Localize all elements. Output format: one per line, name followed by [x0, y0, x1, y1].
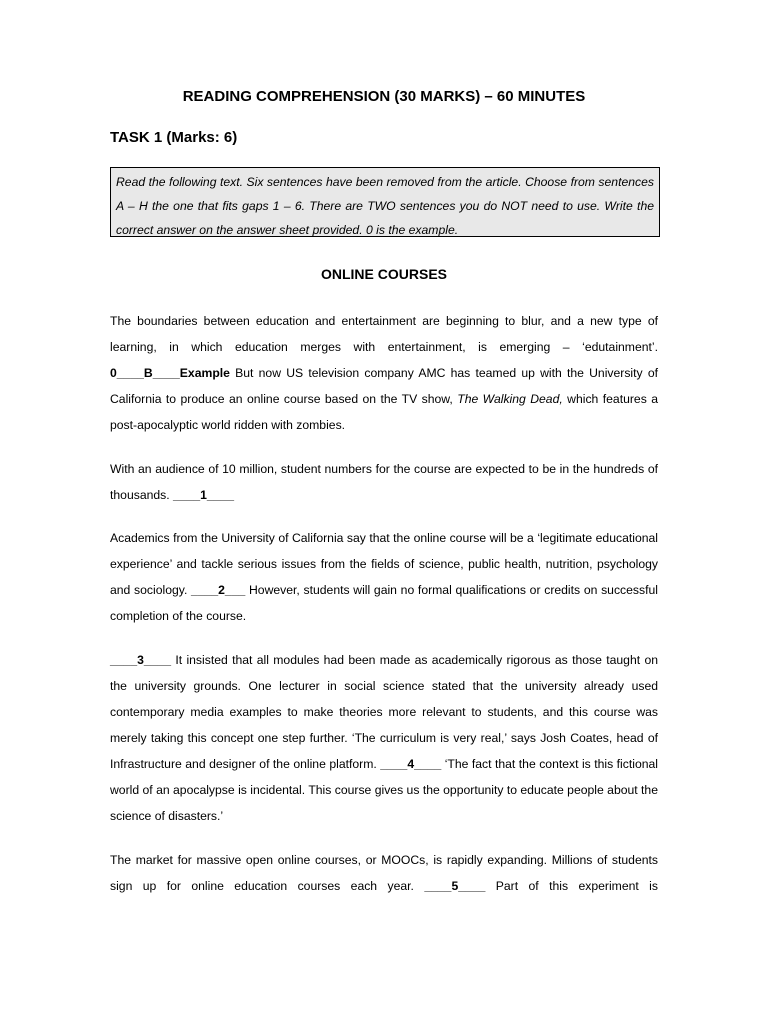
paragraph-text: It insisted that all modules had been made as academically rigorous as those taught on the university grounds. One lecturer in social science stated that the university already used contemporary media examples to make theories more relevant to students, and this course was merely taking this concept one step further. ‘The curriculum is very real,’ says Josh Coates, head of Infrastructure and designer of the online platform. — [110, 653, 658, 771]
paragraph-5 — [110, 847, 658, 899]
paragraph-text: However, students will gain no formal qualifications or credits on successful completion of the course. — [110, 583, 658, 623]
task-heading: TASK 1 (Marks: 6) — [110, 129, 238, 146]
paragraph-text: The market for massive open online courses, or MOOCs, is rapidly expanding. Millions of students sign up for online education courses each year. — [110, 853, 658, 893]
paragraph-text: The boundaries between education and entertainment are beginning to blur, and a new type of learning, in which education merges with entertainment, is emerging – ‘edutainment’. — [110, 314, 658, 354]
page-title: READING COMPREHENSION (30 MARKS) – 60 MINUTES — [182, 88, 586, 105]
paragraph-text: But now US television company AMC has teamed up with the University of California to produce an online course based on the TV show, — [110, 366, 658, 406]
paragraph-text: which features a post-apocalyptic world ridden with zombies. — [110, 392, 658, 432]
gap-5: ____5____ — [424, 879, 486, 893]
paragraph-3 — [110, 525, 658, 629]
paragraph-text: With an audience of 10 million, student numbers for the course are expected to be in the hundreds of thousands. — [110, 462, 658, 502]
paragraph-4 — [110, 647, 658, 829]
article-title: ONLINE COURSES — [320, 266, 447, 282]
instructions-box: Read the following text. Six sentences have been removed from the article. Choose from sentences A – H the one that fits gaps 1 – 6. There are TWO sentences you do NOT need to use. Write the correct answer on the answer sheet provided. 0 is the example. — [110, 167, 660, 237]
gap-1: ____1____ — [173, 488, 235, 502]
paragraph-text: ‘The fact that the context is this fictional world of an apocalypse is incidental. This course gives us the opportunity to educate people about the science of disasters.’ — [110, 757, 658, 823]
paragraph-text: Academics from the University of California say that the online course will be a ‘legitimate educational experience’ and tackle serious issues from the fields of science, public health, nutrition, psychology and sociology. — [110, 531, 658, 597]
gap-3: ____3____ — [110, 653, 172, 667]
paragraph-2 — [110, 456, 658, 508]
show-title: The Walking Dead, — [457, 392, 563, 406]
paragraph-text: Part of this experiment is — [485, 879, 658, 893]
gap-2: ____2___ — [191, 583, 246, 597]
gap-0-example: 0____B____Example — [110, 366, 230, 380]
gap-4: ____4____ — [380, 757, 442, 771]
paragraph-1 — [110, 308, 658, 438]
